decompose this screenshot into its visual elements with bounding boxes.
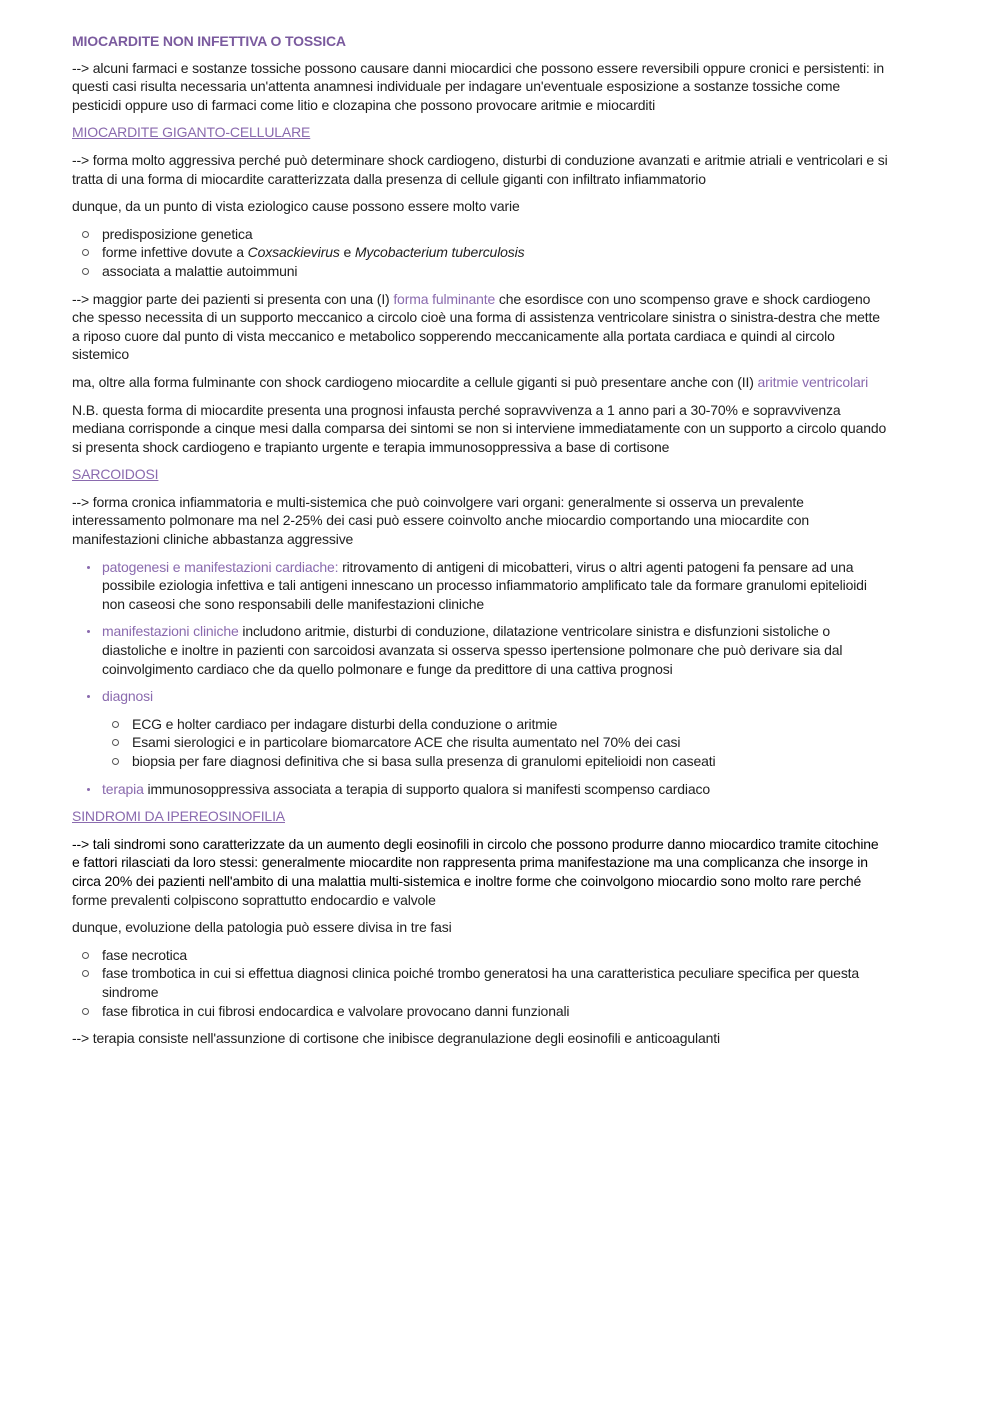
list-item: [72, 262, 888, 281]
list-item-text: e: [339, 244, 355, 261]
list-item-text: fase necrotica: [102, 946, 188, 963]
list-item: [72, 946, 888, 965]
paragraph: [72, 835, 888, 909]
list-item-text: Esami sierologici e in particolare biomarcatore ACE che risulta aumentato nel 70% dei casi: [132, 734, 681, 751]
list-item: [102, 715, 888, 734]
list-item-text: ECG e holter cardiaco per indagare disturbi della conduzione o aritmie: [132, 715, 558, 732]
list-item-text: immunosoppressiva associata a terapia di supporto qualora si manifesti scompenso cardiaco: [143, 780, 711, 797]
highlight-term: manifestazioni cliniche: [102, 623, 239, 640]
list-item: [72, 964, 888, 1001]
highlight-term: patogenesi e manifestazioni cardiache:: [102, 558, 339, 575]
diagnosi-sublist: [102, 715, 888, 771]
list-item-text: includono aritmie, disturbi di conduzione, dilatazione ventricolare sinistra e disfunzioni sistoliche o diastoliche e inoltre in pazienti con sarcoidosi avanzata si osserva spesso ipertensione polmonare che può derivare sia dal coinvolgimento cardiaco che da quello polmonare e funge da predittore di una cattiva prognosi: [102, 623, 843, 677]
paragraph: dunque, evoluzione della patologia può essere divisa in tre fasi: [72, 919, 452, 936]
list-item: [72, 243, 888, 262]
list-item: [72, 780, 888, 799]
cause-list: [72, 225, 888, 281]
list-item-text: ritrovamento di antigeni di micobatteri, virus o altri agenti patogeni fa pensare ad una possibile eziologia infettiva e tali antigeni innescano un processo infiammatorio amplificato tale da formare granulomi epitelioidi non caseosi che sono responsabili delle manifestazioni cliniche: [102, 558, 867, 612]
sarcoidosi-list: [72, 558, 888, 799]
list-item-text: predisposizione genetica: [102, 225, 253, 242]
paragraph: --> terapia consiste nell'assunzione di cortisone che inibisce degranulazione degli eosinofili e anticoagulanti: [72, 1030, 720, 1047]
list-item-text: forme infettive dovute a: [102, 244, 248, 261]
list-item: [102, 752, 888, 771]
paragraph-text: --> maggior parte dei pazienti si presenta con una (I): [72, 290, 394, 307]
list-item: [72, 1002, 888, 1021]
highlight-term: forma fulminante: [393, 290, 496, 307]
section-title-ipereosinofilia: SINDROMI DA IPEREOSINOFILIA: [72, 808, 285, 825]
highlight-term: aritmie ventricolari: [757, 373, 869, 390]
section-title-miocardite-tossica: MIOCARDITE NON INFETTIVA O TOSSICA: [72, 33, 346, 49]
list-item-text: biopsia per fare diagnosi definitiva che si basa sulla presenza di granulomi epitelioidi non caseati: [132, 753, 716, 769]
paragraph: --> alcuni farmaci e sostanze tossiche possono causare danni miocardici che possono essere reversibili oppure cronici e persistenti: in questi casi risulta necessaria un'attenta anamnesi individuale per indagare un'eventuale esposizione a sostanze tossiche come pesticidi oppure uso di farmaci come litio e clozapina che possono provocare aritmie e miocarditi: [72, 59, 884, 113]
paragraph: [72, 290, 888, 364]
paragraph-text: che esordisce con uno scompenso grave e shock cardiogeno che spesso necessita di un supporto meccanico a circolo cioè una forma di assistenza ventricolare sinistra o sinistra-destra che mette a riposo cuore dal punto di vista meccanico e metabolico sopperendo meccanicamente alla portata cardiaca e quindi al circolo sistemico: [72, 290, 880, 363]
paragraph-text: ma, oltre alla forma fulminante con shock cardiogeno miocardite a cellule giganti si può presentare anche con (II): [72, 373, 758, 390]
paragraph: --> forma cronica infiammatoria e multi-sistemica che può coinvolgere vari organi: generalmente si osserva un prevalente interessamento polmonare ma nel 2-25% dei casi può essere coinvolto anche miocardio comportando una miocardite con manifestazioni cliniche abbastanza aggressive: [72, 493, 809, 548]
list-item-text: associata a malattie autoimmuni: [102, 262, 298, 279]
highlight-term: terapia: [102, 780, 144, 797]
paragraph-text: forme prevalenti colpiscono soprattutto endocardio e valvole: [72, 891, 436, 908]
list-item: [72, 622, 888, 678]
highlight-term: diagnosi: [102, 688, 153, 705]
paragraph: --> forma molto aggressiva perché può determinare shock cardiogeno, disturbi di conduzione avanzati e aritmie atriali e ventricolari e si tratta di una forma di miocardite caratterizzata dalla presenza di cellule giganti con infiltrato infiammatorio: [72, 151, 888, 187]
list-item: [102, 733, 888, 752]
paragraph: N.B. questa forma di miocardite presenta una prognosi infausta perché sopravvivenza a 1 anno pari a 30-70% e sopravvivenza mediana corrisponde a cinque mesi dalla comparsa dei sintomi se non si interviene immediatamente con un supporto a circolo quando si presenta shock cardiogeno e trapianto urgente e terapia immunosoppressiva a base di cortisone: [72, 401, 887, 455]
italic-term: Mycobacterium tuberculosis: [354, 244, 525, 261]
list-item-text: fase trombotica in cui si effettua diagnosi clinica poiché trombo generatosi ha una caratteristica peculiare specifica per questa sindrome: [102, 965, 860, 1000]
fasi-list: [72, 946, 888, 1020]
paragraph: [72, 373, 888, 392]
list-item: [72, 558, 888, 614]
paragraph: dunque, da un punto di vista eziologico cause possono essere molto varie: [72, 198, 520, 215]
italic-term: Coxsackievirus: [247, 244, 340, 261]
section-title-giganto-cellulare: MIOCARDITE GIGANTO-CELLULARE: [72, 124, 311, 141]
list-item-text: fase fibrotica in cui fibrosi endocardica e valvolare provocano danni funzionali: [102, 1002, 570, 1019]
paragraph-text: --> tali sindromi sono caratterizzate da un aumento degli eosinofili in circolo che possono produrre danno miocardico tramite citochine e fattori rilasciati da loro stessi: generalmente miocardite non rappresenta prima manifestazione ma una complicanza che insorge in circa 20% dei pazienti nell'ambito di una malattia multi-sistemica e inoltre forme che coinvolgono miocardio sono molto rare perché: [72, 835, 879, 889]
section-title-sarcoidosi: SARCOIDOSI: [72, 466, 159, 483]
list-item: [72, 225, 888, 244]
list-item: [72, 687, 888, 770]
